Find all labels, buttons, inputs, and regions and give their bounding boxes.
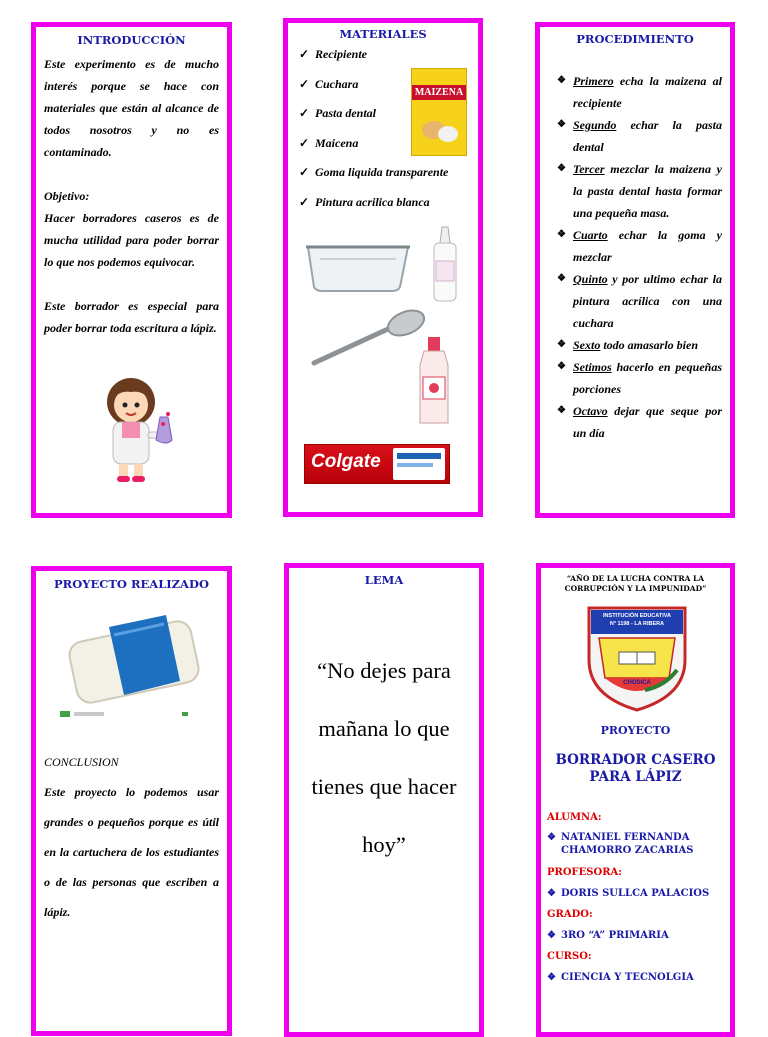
motto-title: LEMA xyxy=(364,573,404,587)
course-value: ❖ CIENCIA Y TECNOLGIA xyxy=(547,972,694,983)
project-panel xyxy=(31,566,232,1036)
check-icon: ✓ xyxy=(299,135,310,150)
procedure-panel xyxy=(535,22,735,518)
diamond-bullet-icon: ❖ xyxy=(547,888,556,899)
cover-panel xyxy=(536,563,735,1037)
spoon-image xyxy=(310,307,428,369)
year-motto: “AÑO DE LA LUCHA CONTRA LA CORRUPCIÓN Y LA IMPUNIDAD” xyxy=(564,574,707,593)
diamond-bullet-icon: ❖ xyxy=(557,119,566,130)
project-title: PROYECTO REALIZADO xyxy=(54,577,209,591)
material-item: ✓ Cuchara xyxy=(299,76,359,91)
eraser-image xyxy=(54,609,214,719)
scientist-illustration xyxy=(86,372,186,487)
diamond-bullet-icon: ❖ xyxy=(547,930,556,941)
objective-label: Objetivo: xyxy=(44,189,90,203)
check-icon: ✓ xyxy=(299,194,310,209)
glass-dish-image xyxy=(302,237,414,295)
procedure-step: ❖ Cuarto echar la goma y mezclar xyxy=(557,224,722,268)
procedure-step: ❖ Primero echa la maizena al recipiente xyxy=(557,70,722,114)
course-label: CURSO: xyxy=(547,951,592,962)
grade-value: ❖ 3RO “A” PRIMARIA xyxy=(547,930,669,941)
project-label: PROYECTO xyxy=(600,724,671,737)
diamond-bullet-icon: ❖ xyxy=(557,75,566,86)
material-item: ✓ Pasta dental xyxy=(299,106,377,120)
grade-label: GRADO: xyxy=(547,909,593,920)
project-name: BORRADOR CASERO PARA LÁPIZ xyxy=(555,752,716,785)
intro-paragraph: Este experimento es de mucho interés porque se hace con materiales que están al alcance de todos nosotros y no es contaminado. xyxy=(44,57,219,159)
eraser-note: Este borrador es especial para poder borrar toda escritura a lápiz. xyxy=(44,299,219,335)
diamond-bullet-icon: ❖ xyxy=(557,273,566,284)
colgate-label: Colgate xyxy=(311,451,381,472)
student-name: ❖ NATANIEL FERNANDA CHAMORRO ZACARIAS xyxy=(547,832,694,856)
materials-panel xyxy=(283,18,483,517)
procedure-title: PROCEDIMIENTO xyxy=(576,32,694,46)
intro-panel xyxy=(31,22,232,518)
material-item: ✓ Pintura acrilica blanca xyxy=(299,194,430,209)
material-item: ✓ Recipiente xyxy=(299,47,367,61)
check-icon: ✓ xyxy=(299,76,310,91)
crest-label: CHOSICA xyxy=(623,680,651,686)
material-item: ✓ Goma liquida transparente xyxy=(299,165,449,179)
procedure-step: ❖ Tercer mezclar la maizena y la pasta dental hasta formar una pequeña masa. xyxy=(557,158,722,224)
procedure-step: ❖ Segundo echar la pasta dental xyxy=(557,114,722,158)
diamond-bullet-icon: ❖ xyxy=(557,339,566,350)
motto-text: “No dejes para mañana lo que tienes que hacer hoy” xyxy=(311,658,457,857)
maizena-label: MAIZENA xyxy=(412,85,466,100)
procedure-step: ❖ Setimos hacerlo en pequeñas porciones xyxy=(557,356,722,400)
conclusion-label: CONCLUSION xyxy=(44,755,119,769)
diamond-bullet-icon: ❖ xyxy=(547,832,556,843)
student-label: ALUMNA: xyxy=(547,812,602,823)
check-icon: ✓ xyxy=(299,106,310,120)
materials-title: MATERIALES xyxy=(339,27,427,41)
procedure-step: ❖ Quinto y por ultimo echar la pintura acrílica con una cuchara xyxy=(557,268,722,334)
toothpaste-image xyxy=(304,444,450,484)
check-icon: ✓ xyxy=(299,47,310,61)
diamond-bullet-icon: ❖ xyxy=(557,229,566,240)
material-item: ✓ Maicena xyxy=(299,135,359,150)
procedure-step: ❖ Octavo dejar que seque por un día xyxy=(557,400,722,444)
procedure-steps xyxy=(557,70,722,444)
intro-title: INTRODUCCIÓN xyxy=(77,33,186,47)
diamond-bullet-icon: ❖ xyxy=(557,361,566,372)
diamond-bullet-icon: ❖ xyxy=(557,163,566,174)
school-name: INSTITUCIÓN EDUCATIVA N° 1198 - LA RIBERA xyxy=(603,613,671,627)
paint-bottle-image xyxy=(414,335,454,427)
glue-bottle-image xyxy=(430,225,460,305)
conclusion-text: Este proyecto lo podemos usar grandes o pequeños porque es útil en la cartuchera de los estudiantes o de las personas que escriben a lápiz. xyxy=(44,785,219,919)
diamond-bullet-icon: ❖ xyxy=(547,972,556,983)
diamond-bullet-icon: ❖ xyxy=(557,405,566,416)
procedure-step: ❖ Sexto todo amasarlo bien xyxy=(557,334,722,356)
maizena-box-image xyxy=(411,68,467,156)
check-icon: ✓ xyxy=(299,165,310,179)
cover-details xyxy=(547,812,726,983)
motto-panel xyxy=(284,563,484,1037)
teacher-name: ❖ DORIS SULLCA PALACIOS xyxy=(547,888,710,899)
objective-text: Hacer borradores caseros es de mucha utilidad para poder borrar lo que nos podemos equivocar. xyxy=(44,211,219,269)
teacher-label: PROFESORA: xyxy=(547,867,622,878)
